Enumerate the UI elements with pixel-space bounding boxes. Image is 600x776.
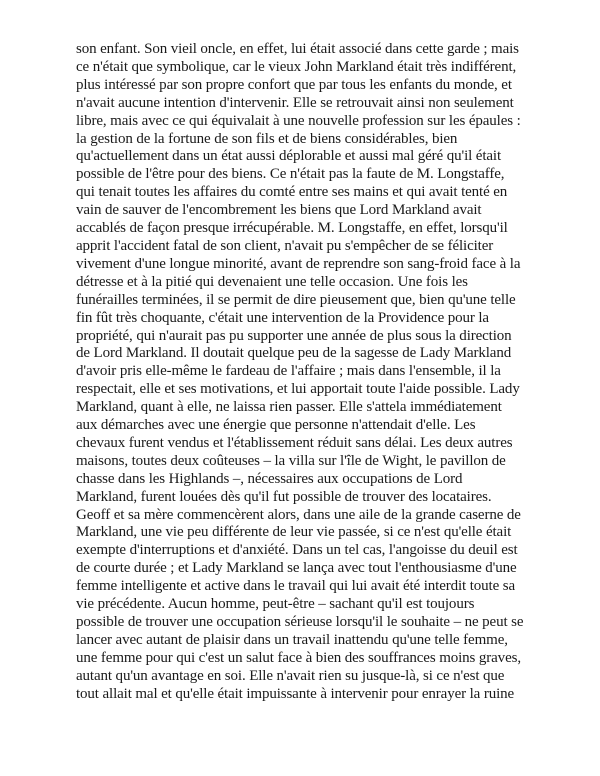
text-line: Markland, quant à elle, ne laissa rien passer. Elle s'attela immédiatement [76, 399, 502, 416]
text-line: Markland, une vie peu différente de leur vie passée, si ce n'est qu'elle était [76, 524, 512, 541]
text-line: autant qu'un avantage en soi. Elle n'avait rien su jusque-là, si ce n'est que [76, 667, 505, 684]
text-line: vivement d'une longue minorité, avant de reprendre son sang-froid face à la [76, 255, 521, 272]
text-line: son enfant. Son vieil oncle, en effet, lui était associé dans cette garde ; mais [76, 41, 519, 57]
text-line: maisons, toutes deux coûteuses – la villa sur l'île de Wight, le pavillon de [76, 452, 506, 469]
text-line: qui tenait toutes les affaires du comté entre ses mains et qui avait tenté en [76, 184, 508, 201]
text-line: plus intéressé par son propre confort que par tous les enfants du monde, et [76, 76, 512, 93]
text-line: une femme pour qui c'est un salut face à bien des souffrances moins graves, [76, 649, 521, 666]
text-line: chasse dans les Highlands –, nécessaires aux occupations de Lord [76, 470, 463, 487]
text-line: Geoff et sa mère commencèrent alors, dans une aile de la grande caserne de [76, 506, 521, 523]
text-line: vain de sauver de l'encombrement les biens que Lord Markland avait [76, 202, 482, 219]
text-line: possible de trouver une occupation sérieuse lorsqu'il le souhaite – ne peut se [76, 614, 524, 630]
text-line: qu'actuellement dans un état aussi déplorable et aussi mal géré qu'il était [76, 148, 502, 165]
text-line: chevaux furent vendus et l'établissement réduit sans délai. Les deux autres [76, 434, 513, 451]
text-line: respectait, elle et ses motivations, et lui apportait toute l'aide possible. Lady [76, 381, 520, 398]
text-line: la gestion de la fortune de son fils et de biens considérables, bien [76, 130, 458, 147]
text-line: possible de l'être pour des biens. Ce n'était pas la faute de M. Longstaffe, [76, 166, 505, 183]
body-text [76, 41, 536, 704]
text-line: ce n'était que symbolique, car le vieux John Markland était très indifférent, [76, 58, 517, 75]
text-line: vie précédente. Aucun homme, peut-être – sachant qu'il est toujours [76, 596, 475, 613]
text-line: exempte d'interruptions et d'anxiété. Dans un tel cas, l'angoisse du deuil est [76, 542, 518, 559]
text-line: funérailles terminées, il se permit de dire pieusement que, bien qu'une telle [76, 291, 516, 308]
text-line: tout allait mal et qu'elle était impuissante à intervenir pour enrayer la ruine [76, 685, 515, 702]
text-line: Markland, furent louées dès qu'il fut possible de trouver des locataires. [76, 488, 492, 505]
text-line: de Lord Markland. Il doutait quelque peu de la sagesse de Lady Markland [76, 345, 512, 362]
text-line: fin fût très choquante, c'était une intervention de la Providence pour la [76, 309, 489, 326]
text-line: n'avait aucune intention d'intervenir. Elle se retrouvait ainsi non seulement [76, 94, 514, 111]
text-line: accablés de façon presque irrécupérable. M. Longstaffe, en effet, lorsqu'il [76, 220, 508, 237]
text-line: libre, mais avec ce qui équivalait à une nouvelle profession sur les épaules : [76, 112, 521, 129]
text-line: d'avoir pris elle-même le fardeau de l'affaire ; mais dans l'ensemble, il la [76, 363, 501, 380]
text-line: de courte durée ; et Lady Markland se lança avec tout l'enthousiasme d'une [76, 560, 517, 577]
text-line: apprit l'accident fatal de son client, n'avait pu s'empêcher de se féliciter [76, 237, 494, 254]
text-line: détresse et à la pitié qui devenaient une telle occasion. Une fois les [76, 273, 468, 290]
text-line: propriété, qui n'aurait pas pu supporter une année de plus sous la direction [76, 327, 512, 344]
text-line: lancer avec autant de plaisir dans un travail inattendu qu'une telle femme, [76, 631, 508, 648]
text-line: aux démarches avec une énergie que personne n'attendait d'elle. Les [76, 417, 476, 434]
text-line: femme intelligente et active dans le travail qui lui avait été interdit toute sa [76, 578, 515, 595]
